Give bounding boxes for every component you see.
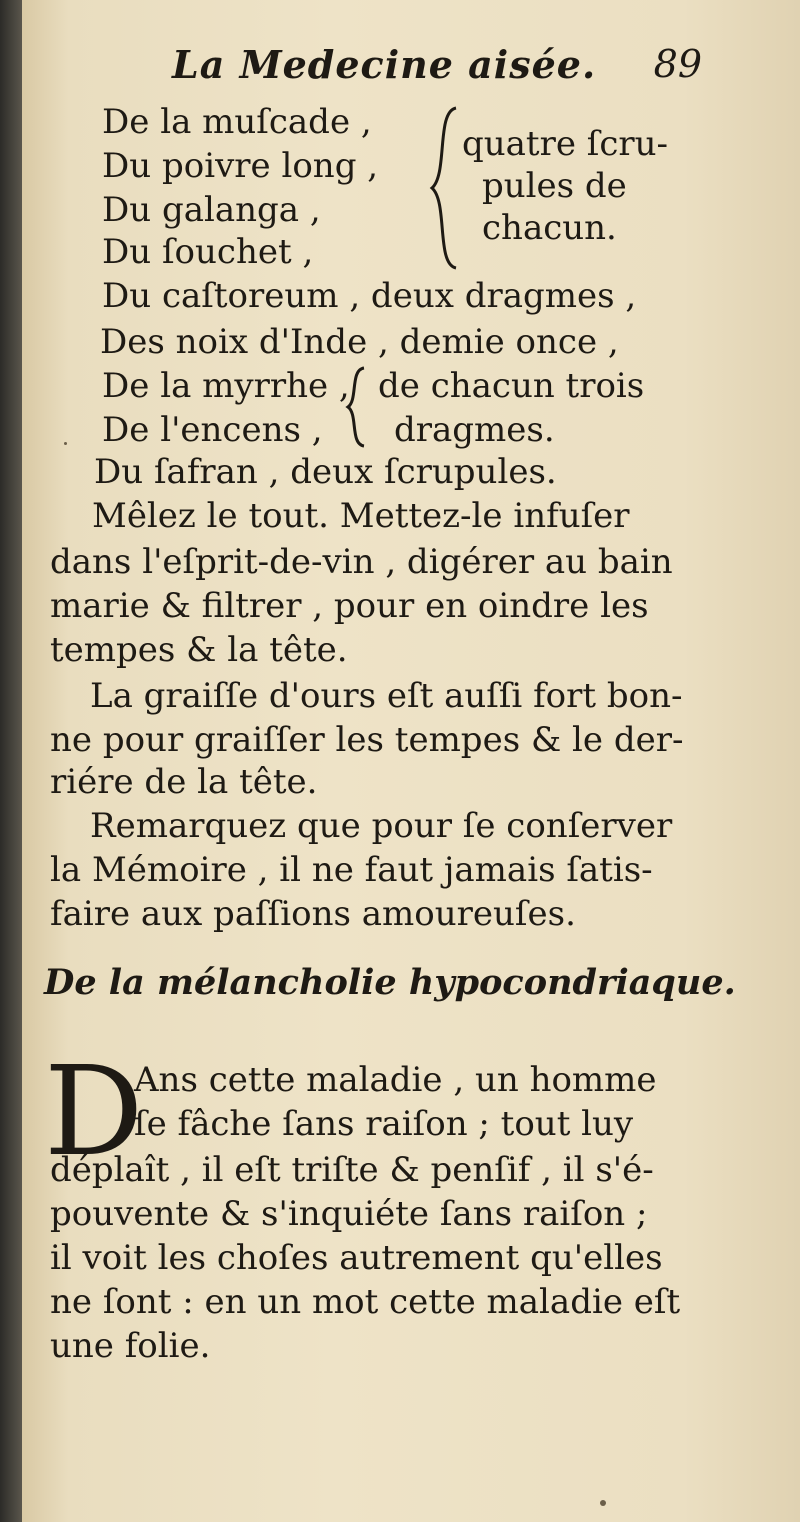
text-line: dans l'eſprit-de-vin , digérer au bain xyxy=(50,542,673,582)
text-line: ne pour graiſſer les tempes & le der- xyxy=(50,720,684,760)
running-title: La Medecine aisée. xyxy=(172,42,597,87)
text-line: pouvente & s'inquiéte ſans raiſon ; xyxy=(50,1194,648,1234)
ingredient-line: Du poivre long , xyxy=(102,146,379,186)
paper-speck xyxy=(64,442,67,445)
text-line: Mêlez le tout. Mettez-le infuſer xyxy=(92,496,630,536)
brace-icon xyxy=(422,104,462,272)
group-note-line: quatre ſcru- xyxy=(462,124,669,164)
ingredient-line: Du caſtoreum , deux dragmes , xyxy=(102,276,637,316)
group-note-line: de chacun trois xyxy=(378,366,645,406)
text-line: tempes & la tête. xyxy=(50,630,348,670)
text-line: déplaît , il eſt triſte & penſif , il s'é- xyxy=(50,1150,654,1190)
drop-cap: D xyxy=(44,1040,144,1184)
group-note-line: chacun. xyxy=(482,208,617,248)
section-heading: De la mélancholie hypocondriaque. xyxy=(44,962,736,1003)
page-number: 89 xyxy=(653,42,702,86)
ingredient-line: De la myrrhe , xyxy=(102,366,350,406)
ingredient-line: Du ſafran , deux ſcrupules. xyxy=(94,452,557,492)
ingredient-line: De l'encens , xyxy=(102,410,323,450)
ingredient-line: Du ſouchet , xyxy=(102,232,314,272)
text-line: riére de la tête. xyxy=(50,762,318,802)
text-line: La graiſſe d'ours eſt auſſi fort bon- xyxy=(90,676,683,716)
text-line: il voit les choſes autrement qu'elles xyxy=(50,1238,663,1278)
book-page xyxy=(22,0,800,1522)
text-line: marie & filtrer , pour en oindre les xyxy=(50,586,649,626)
page-header xyxy=(172,42,702,92)
text-line: ne ſont : en un mot cette maladie eſt xyxy=(50,1282,681,1322)
ingredient-line: De la muſcade , xyxy=(102,102,372,142)
group-note-line: dragmes. xyxy=(394,410,555,450)
group-note-line: pules de xyxy=(482,166,627,206)
book-gutter xyxy=(0,0,22,1522)
text-line: faire aux paſſions amoureuſes. xyxy=(50,894,576,934)
ingredient-line: Du galanga , xyxy=(102,190,321,230)
ingredient-line: Des noix d'Inde , demie once , xyxy=(100,322,619,362)
paper-speck xyxy=(600,1500,606,1506)
text-line: Remarquez que pour ſe conſerver xyxy=(90,806,673,846)
text-line: Ans cette maladie , un homme xyxy=(134,1060,657,1100)
brace-icon xyxy=(340,364,370,450)
text-line: la Mémoire , il ne faut jamais ſatis- xyxy=(50,850,653,890)
text-line: une folie. xyxy=(50,1326,211,1366)
text-line: ſe fâche ſans raiſon ; tout luy xyxy=(134,1104,634,1144)
